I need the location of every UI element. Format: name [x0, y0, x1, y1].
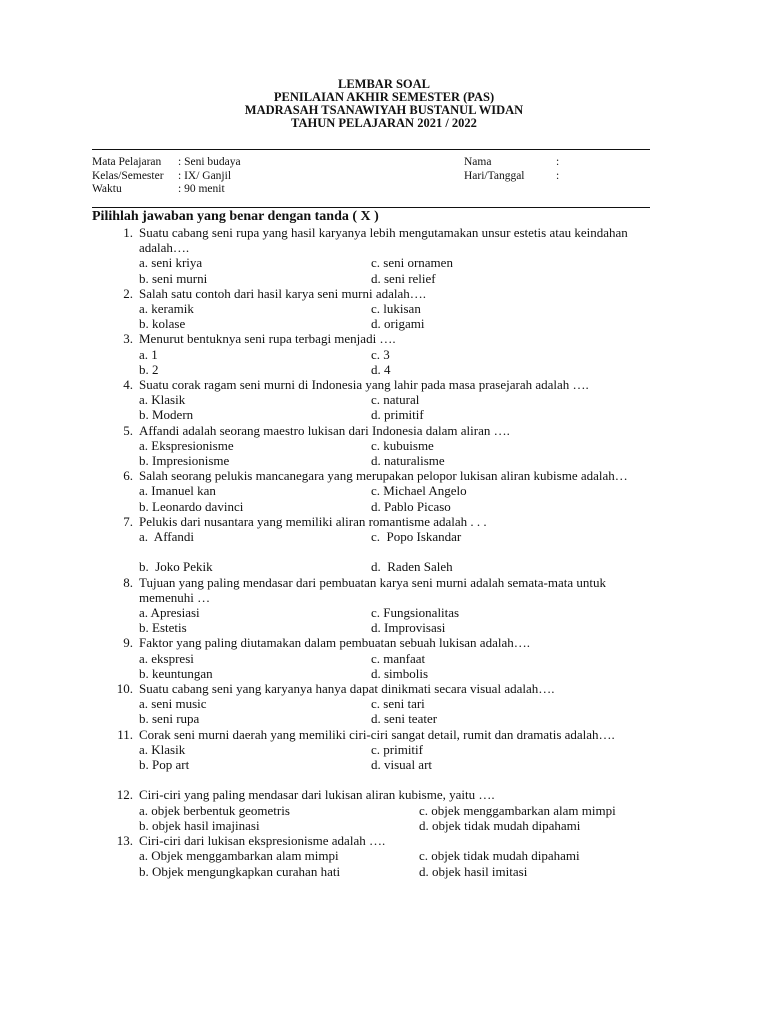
header-title: LEMBAR SOAL — [337, 77, 431, 91]
answer-option-a[interactable]: a. Klasik — [139, 741, 186, 757]
class-value: : IX/ Ganjil — [178, 169, 232, 182]
question-item — [116, 575, 664, 636]
question-number: 8. — [123, 574, 133, 590]
answer-option-b[interactable]: b. Objek mengungkapkan curahan hati — [139, 863, 341, 879]
answer-option-a[interactable]: a. Affandi — [139, 529, 194, 545]
answer-option-c[interactable]: c. natural — [371, 392, 420, 408]
answer-option-c[interactable]: c. objek menggambarkan alam mimpi — [419, 802, 616, 818]
question-text: Menurut bentuknya seni rupa terbagi menjadi …. — [139, 331, 396, 347]
question-item — [116, 787, 664, 833]
answer-option-b[interactable]: b. Pop art — [139, 757, 190, 773]
answer-option-c[interactable]: c. kubuisme — [371, 437, 434, 453]
question-number: 5. — [123, 422, 133, 438]
answer-option-b[interactable]: b. objek hasil imajinasi — [139, 817, 260, 833]
question-number: 1. — [123, 225, 133, 240]
question-number: 9. — [123, 635, 133, 651]
answer-option-b[interactable]: b. Leonardo davinci — [139, 498, 244, 514]
answer-option-c[interactable]: c. Michael Angelo — [371, 483, 467, 499]
answer-option-c[interactable]: c. seni tari — [371, 696, 425, 712]
question-list — [116, 225, 664, 879]
answer-option-a[interactable]: a. ekspresi — [139, 650, 194, 666]
answer-option-a[interactable]: a. keramik — [139, 301, 194, 317]
question-text: Salah satu contoh dari hasil karya seni murni adalah…. — [139, 285, 427, 301]
answer-option-b[interactable]: b. Modern — [139, 407, 194, 423]
question-number: 2. — [123, 285, 133, 301]
answer-option-a[interactable]: a. seni music — [139, 696, 207, 712]
header-school-year: TAHUN PELAJARAN 2021 / 2022 — [291, 116, 477, 130]
question-item — [116, 225, 664, 286]
question-item — [116, 377, 664, 423]
question-text: Pelukis dari nusantara yang memiliki aliran romantisme adalah . . . — [139, 513, 487, 529]
answer-option-c[interactable]: c. lukisan — [371, 301, 421, 317]
date-colon: : — [556, 169, 560, 182]
answer-option-b[interactable]: b. 2 — [139, 361, 159, 377]
answer-option-d[interactable]: d. seni teater — [371, 711, 438, 727]
question-item — [116, 331, 664, 377]
answer-option-d[interactable]: d. simbolis — [371, 665, 429, 681]
question-item — [116, 514, 664, 575]
answer-option-c[interactable]: c. manfaat — [371, 650, 426, 666]
answer-option-d[interactable]: d. objek tidak mudah dipahami — [419, 817, 581, 833]
answer-option-d[interactable]: d. 4 — [371, 361, 391, 377]
question-item — [116, 681, 664, 727]
answer-option-c[interactable]: c. objek tidak mudah dipahami — [419, 848, 580, 864]
info-divider — [92, 207, 650, 208]
answer-option-d[interactable]: d. origami — [371, 316, 425, 332]
question-number: 13. — [116, 833, 133, 849]
question-text: Faktor yang paling diutamakan dalam pembuatan sebuah lukisan adalah…. — [139, 635, 530, 651]
answer-option-a[interactable]: a. objek berbentuk geometris — [139, 802, 290, 818]
answer-option-d[interactable]: d. naturalisme — [371, 453, 445, 469]
question-text: Affandi adalah seorang maestro lukisan dari Indonesia dalam aliran …. — [139, 422, 510, 438]
answer-option-a[interactable]: a. Imanuel kan — [139, 483, 216, 499]
answer-option-d[interactable]: d. primitif — [371, 407, 424, 423]
answer-option-a[interactable]: a. seni kriya — [139, 255, 203, 271]
answer-option-d[interactable]: d. objek hasil imitasi — [419, 863, 528, 879]
answer-option-b[interactable]: b. seni rupa — [139, 711, 200, 727]
answer-option-c[interactable]: c. primitif — [371, 741, 423, 757]
question-number: 4. — [123, 377, 133, 393]
answer-option-d[interactable]: d. Improvisasi — [371, 620, 446, 636]
exam-info — [92, 156, 652, 197]
question-text: Suatu cabang seni yang karyanya hanya dapat dinikmati secara visual adalah…. — [139, 681, 555, 697]
answer-option-b[interactable]: b. Estetis — [139, 620, 187, 636]
answer-option-b[interactable]: b. kolase — [139, 316, 186, 332]
answer-option-c[interactable]: c. Fungsionalitas — [371, 605, 460, 621]
answer-option-b[interactable]: b. seni murni — [139, 270, 208, 286]
header-exam-name: PENILAIAN AKHIR SEMESTER (PAS) — [273, 90, 495, 104]
name-label: Nama — [464, 156, 492, 168]
question-text: Suatu cabang seni rupa yang hasil karyanya lebih mengutamakan unsur estetis atau keindahan adalah…. — [139, 225, 628, 256]
question-item — [116, 635, 664, 681]
question-number: 3. — [123, 331, 133, 347]
header-school-name: MADRASAH TSANAWIYAH BUSTANUL WIDAN — [244, 103, 524, 117]
answer-option-a[interactable]: a. Objek menggambarkan alam mimpi — [139, 848, 339, 864]
answer-option-d[interactable]: d. Pablo Picaso — [371, 498, 451, 514]
exam-header — [92, 78, 676, 130]
question-number: 12. — [116, 787, 133, 803]
question-text: Ciri-ciri yang paling mendasar dari lukisan aliran kubisme, yaitu …. — [139, 787, 495, 803]
question-item — [116, 727, 664, 773]
date-label: Hari/Tanggal — [464, 169, 525, 182]
answer-option-a[interactable]: a. Ekspresionisme — [139, 437, 234, 453]
question-number: 6. — [123, 468, 133, 484]
question-number: 7. — [123, 513, 133, 529]
class-label: Kelas/Semester — [92, 169, 164, 182]
instruction-text: Pilihlah jawaban yang benar dengan tanda ( X ) — [92, 209, 379, 224]
answer-option-d[interactable]: d. Raden Saleh — [371, 559, 453, 575]
question-text: Ciri-ciri dari lukisan ekspresionisme adalah …. — [139, 833, 386, 849]
question-text: Corak seni murni daerah yang memiliki ciri-ciri sangat detail, rumit dan dramatis adalah…. — [139, 726, 615, 742]
question-item — [116, 423, 664, 469]
answer-option-a[interactable]: a. Klasik — [139, 392, 186, 408]
question-item — [116, 286, 664, 332]
answer-option-d[interactable]: d. visual art — [371, 757, 433, 773]
answer-option-c[interactable]: c. seni ornamen — [371, 255, 453, 271]
question-item — [116, 833, 664, 879]
question-item — [116, 468, 664, 514]
answer-option-a[interactable]: a. 1 — [139, 346, 158, 362]
question-number: 10. — [116, 681, 133, 697]
question-text: Tujuan yang paling mendasar dari pembuatan karya seni murni adalah semata-mata untuk memenuhi … — [139, 574, 607, 605]
answer-option-b[interactable]: b. Impresionisme — [139, 453, 230, 469]
answer-option-c[interactable]: c. 3 — [371, 346, 390, 362]
header-divider — [92, 149, 650, 150]
time-label: Waktu — [92, 183, 122, 195]
name-colon: : — [556, 156, 560, 168]
question-text: Suatu corak ragam seni murni di Indonesia yang lahir pada masa prasejarah adalah …. — [139, 377, 589, 393]
time-value: : 90 menit — [178, 183, 225, 195]
answer-option-d[interactable]: d. seni relief — [371, 270, 436, 286]
subject-value: : Seni budaya — [178, 156, 241, 168]
question-text: Salah seorang pelukis mancanegara yang merupakan pelopor lukisan aliran kubisme adalah… — [139, 468, 628, 484]
answer-option-c[interactable]: c. Popo Iskandar — [371, 529, 462, 545]
answer-option-b[interactable]: b. keuntungan — [139, 665, 213, 681]
answer-option-a[interactable]: a. Apresiasi — [139, 605, 200, 621]
question-number: 11. — [117, 726, 133, 742]
answer-option-b[interactable]: b. Joko Pekik — [139, 559, 213, 575]
subject-label: Mata Pelajaran — [92, 156, 162, 168]
